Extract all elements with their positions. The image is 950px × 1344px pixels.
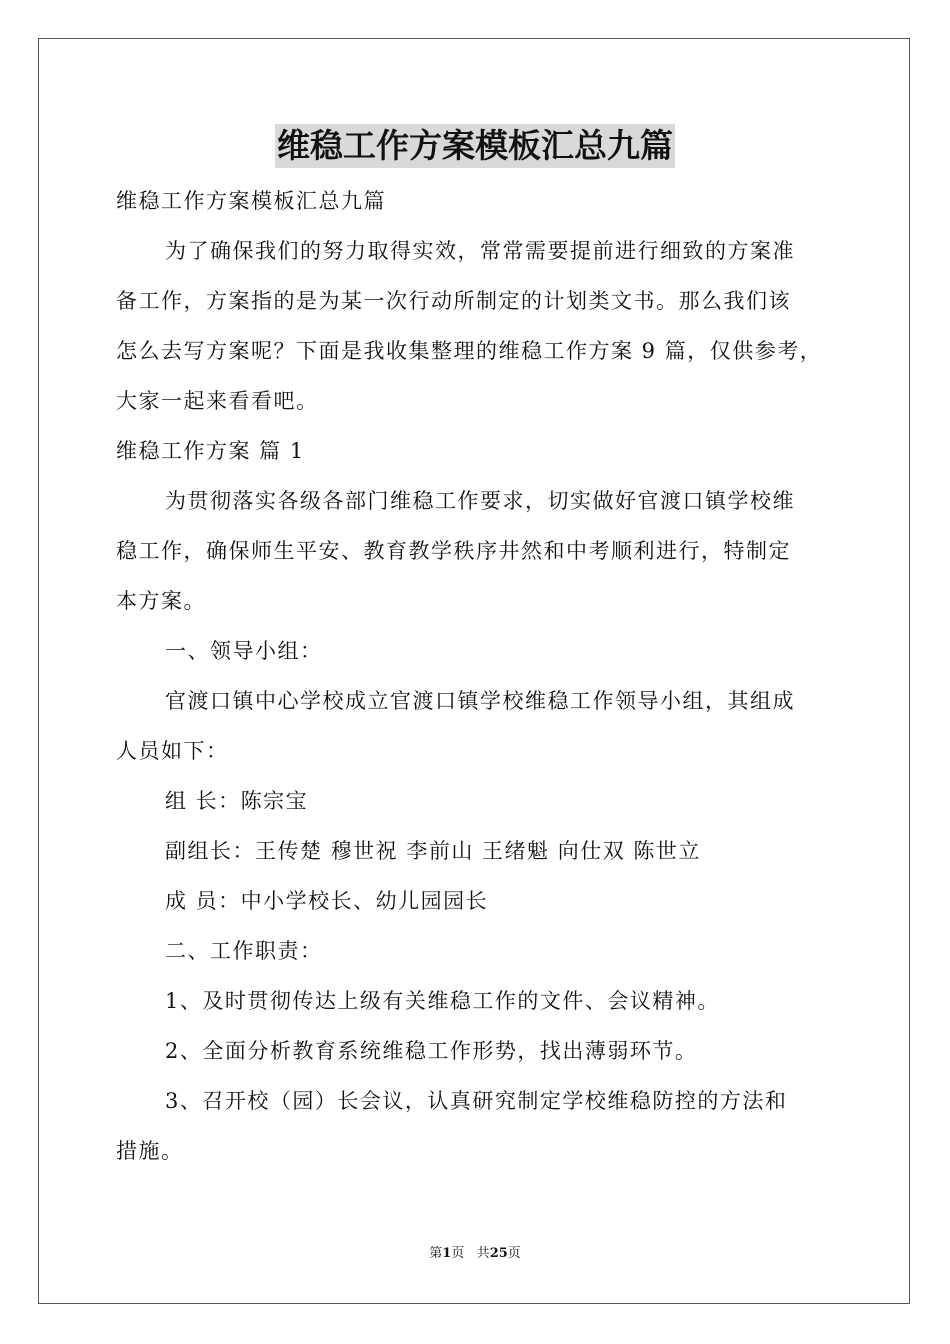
document-body [116,176,838,1176]
text-line: 备工作，方案指的是为某一次行动所制定的计划类文书。那么我们该 [116,289,791,313]
footer-total-suffix: 页 [507,1246,521,1261]
page-footer [0,1242,950,1261]
text-line: 维稳工作方案 篇 1 [116,439,305,463]
text-line: 稳工作，确保师生平安、教育教学秩序井然和中考顺利进行，特制定 [116,539,791,563]
footer-total-pages: 25 [489,1246,508,1261]
text-line: 为贯彻落实各级各部门维稳工作要求，切实做好官渡口镇学校维 [165,489,795,513]
text-line: 怎么去写方案呢？下面是我收集整理的维稳工作方案 9 篇，仅供参考， [116,339,823,363]
text-line: 组 长：陈宗宝 [165,789,309,813]
text-line: 人员如下： [116,739,229,763]
footer-total-prefix: 共 [476,1246,490,1261]
text-line: 1、及时贯彻传达上级有关维稳工作的文件、会议精神。 [165,989,720,1013]
text-line: 维稳工作方案模板汇总九篇 [116,189,386,213]
text-line: 3、召开校（园）长会议，认真研究制定学校维稳防控的方法和 [165,1089,788,1113]
text-line: 副组长：王传楚 穆世祝 李前山 王绪魁 向仕双 陈世立 [165,839,701,863]
document-title: 维稳工作方案模板汇总九篇 [275,124,675,168]
footer-page-suffix: 页 [451,1246,465,1261]
footer-page-prefix: 第 [429,1246,443,1261]
text-line: 官渡口镇中心学校成立官渡口镇学校维稳工作领导小组，其组成 [165,689,795,713]
text-line: 大家一起来看看吧。 [116,389,319,413]
text-line: 措施。 [116,1139,184,1163]
text-line: 一、领导小组： [165,639,323,663]
text-line: 为了确保我们的努力取得实效，常常需要提前进行细致的方案准 [165,239,795,263]
text-line: 本方案。 [116,589,206,613]
text-line: 二、工作职责： [165,939,323,963]
title-area [0,124,950,168]
text-line: 2、全面分析教育系统维稳工作形势，找出薄弱环节。 [165,1039,698,1063]
text-line: 成 员：中小学校长、幼儿园园长 [165,889,489,913]
footer-page-number: 1 [442,1246,452,1261]
